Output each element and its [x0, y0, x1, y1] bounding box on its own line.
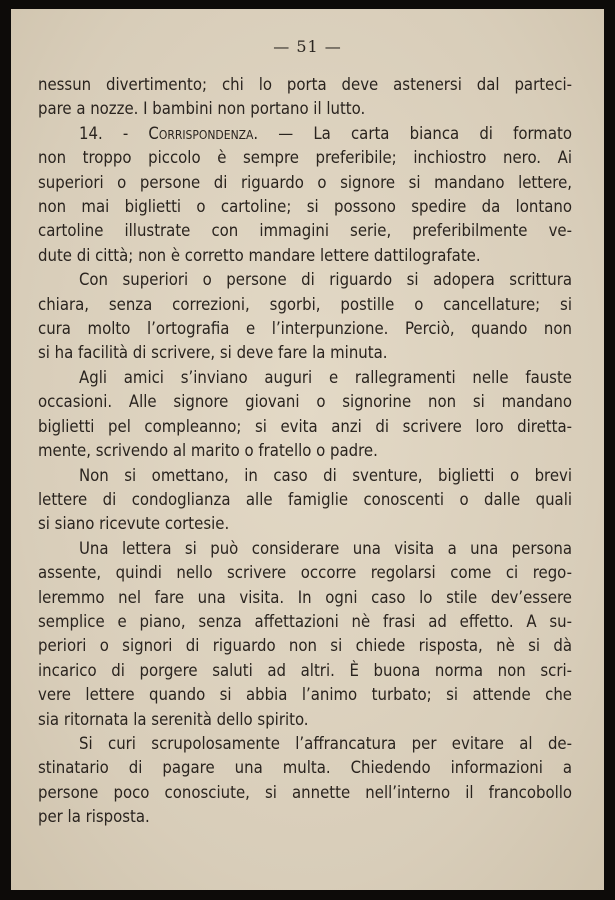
- text-line: Con superiori o persone di riguardo si adopera scrittura: [79, 270, 572, 290]
- text-line-content: — La carta bianca di formato: [258, 123, 572, 143]
- text-line: dute di città; non è corretto mandare lettere dattilografate.: [38, 245, 481, 265]
- text-line: per la risposta.: [38, 807, 150, 827]
- text-line: biglietti pel compleanno; si evita anzi di scrivere loro diretta-: [38, 416, 572, 436]
- paragraph: [38, 464, 572, 537]
- text-line: vere lettere quando si abbia l’animo turbato; si attende che: [38, 685, 572, 705]
- text-line: non mai biglietti o cartoline; si possono spedire da lontano: [38, 197, 572, 217]
- text-line: cartoline illustrate con immagini serie, preferibilmente ve-: [38, 221, 572, 241]
- text-line: chiara, senza correzioni, sgorbi, postille o cancellature; si: [38, 294, 572, 314]
- paragraph: [38, 268, 572, 366]
- text-line: [38, 122, 572, 146]
- text-line: Una lettera si può considerare una visita a una persona: [79, 538, 572, 558]
- paragraph: [38, 73, 572, 122]
- text-line: non troppo piccolo è sempre preferibile; inchiostro nero. Ai: [38, 148, 572, 168]
- text-line: incarico di porgere saluti ad altri. È buona norma non scri-: [38, 660, 572, 680]
- paragraph: [38, 732, 572, 830]
- text-line: persone poco conosciute, si annette nell’interno il francobollo: [38, 782, 572, 802]
- text-line: nessun divertimento; chi lo porta deve astenersi dal parteci-: [38, 75, 572, 94]
- text-line: sia ritornata la serenità dello spirito.: [38, 709, 309, 729]
- text-line: Agli amici s’inviano auguri e rallegramenti nelle fauste: [79, 367, 572, 387]
- paragraph: [38, 366, 572, 464]
- text-line: stinatario di pagare una multa. Chiedendo informazioni a: [38, 758, 572, 778]
- section-title: Corrispondenza.: [148, 123, 259, 143]
- page-number: — 51 —: [273, 37, 342, 56]
- text-line: si siano ricevute cortesie.: [38, 514, 230, 534]
- paragraph: [38, 122, 572, 268]
- text-line: pare a nozze. I bambini non portano il lutto.: [38, 99, 366, 119]
- text-line: Si curi scrupolosamente l’affrancatura per evitare al de-: [79, 733, 572, 753]
- text-line: si ha facilità di scrivere, si deve fare la minuta.: [38, 343, 388, 363]
- text-line: Non si omettano, in caso di sventure, biglietti o brevi: [79, 465, 572, 485]
- paragraph: [38, 537, 572, 732]
- book-page: [11, 9, 604, 890]
- text-line: assente, quindi nello scrivere occorre regolarsi come ci rego-: [38, 563, 572, 583]
- body-text: [38, 73, 572, 830]
- text-line: periori o signori di riguardo non si chiede risposta, nè si dà: [38, 636, 572, 656]
- text-line: superiori o persone di riguardo o signore si mandano lettere,: [38, 172, 572, 192]
- text-line: mente, scrivendo al marito o fratello o padre.: [38, 441, 378, 461]
- text-line: leremmo nel fare una visita. In ogni caso lo stile dev’essere: [38, 587, 572, 607]
- text-line: cura molto l’ortografia e l’interpunzione. Perciò, quando non: [38, 319, 572, 339]
- text-line: occasioni. Alle signore giovani o signorine non si mandano: [38, 392, 572, 412]
- text-line: semplice e piano, senza affettazioni nè frasi ad effetto. A su-: [38, 611, 572, 631]
- text-line: lettere di condoglianza alle famiglie conoscenti o dalle quali: [38, 489, 572, 509]
- section-number: 14. -: [79, 123, 149, 143]
